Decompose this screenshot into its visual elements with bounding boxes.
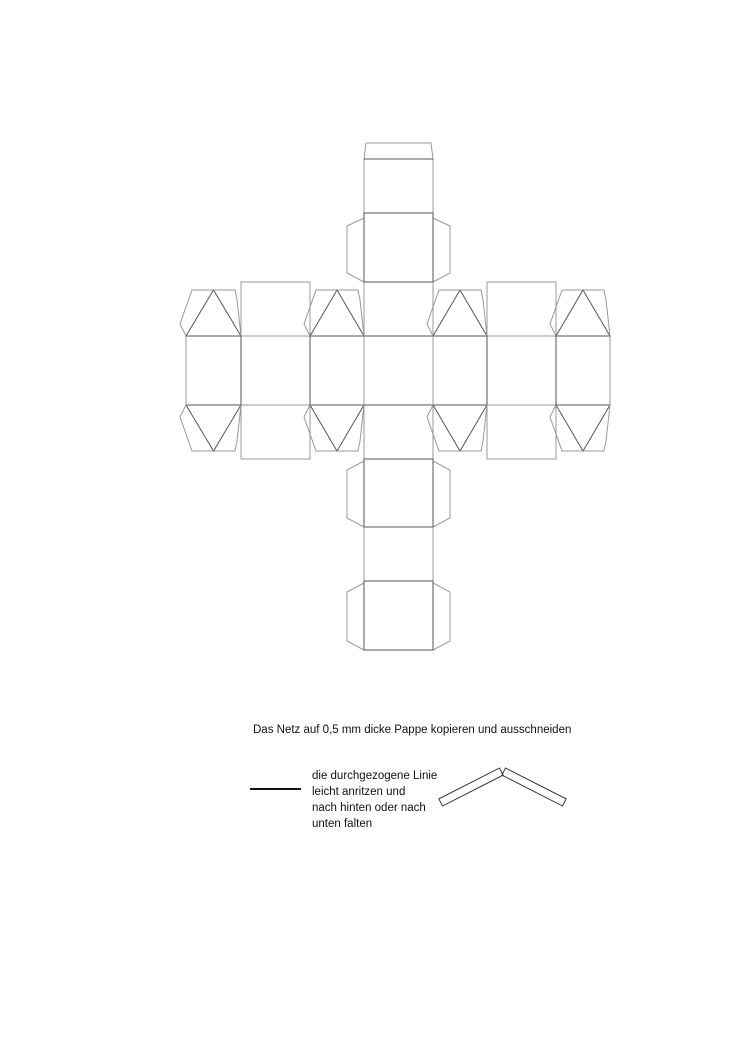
face-square	[364, 459, 433, 527]
triangle-glue-tab	[427, 290, 487, 336]
fold-panel-left	[439, 768, 503, 806]
side-face	[241, 336, 310, 405]
face-square	[241, 405, 310, 459]
triangle-fold-bottom	[556, 405, 610, 451]
face-square	[241, 282, 310, 336]
legend-line-2: leicht anritzen und	[312, 786, 406, 798]
side-glue-tab	[433, 461, 450, 527]
side-glue-tab	[433, 583, 450, 650]
triangle-fold-top	[186, 290, 241, 336]
triangle-fold-bottom	[433, 405, 487, 451]
legend-line-1: die durchgezogene Linie	[312, 770, 438, 782]
triangle-glue-tab	[304, 290, 364, 336]
face-square	[364, 282, 433, 336]
side-face	[556, 336, 610, 405]
face-square	[364, 213, 433, 282]
fold-panel-right	[502, 768, 566, 806]
triangle-glue-tab	[550, 290, 610, 336]
legend-line-3: nach hinten oder nach	[312, 802, 426, 814]
face-square	[487, 405, 556, 459]
face-square	[364, 581, 433, 650]
triangle-glue-tab	[550, 405, 610, 451]
center-face-square	[364, 336, 433, 405]
side-face	[310, 336, 364, 405]
top-face-square	[364, 159, 433, 213]
triangle-glue-tab	[180, 405, 241, 451]
side-glue-tab	[347, 461, 364, 527]
side-glue-tab	[347, 218, 364, 282]
triangle-glue-tab	[304, 405, 364, 451]
triangle-glue-tab	[180, 290, 241, 336]
face-square	[364, 405, 433, 459]
side-glue-tab	[433, 218, 450, 282]
triangle-fold-bottom	[186, 405, 241, 451]
triangle-glue-tab	[427, 405, 487, 451]
top-glue-tab	[364, 143, 433, 159]
side-face	[487, 336, 556, 405]
face-square	[364, 527, 433, 581]
face-square	[487, 282, 556, 336]
side-glue-tab	[347, 583, 364, 650]
side-face	[433, 336, 487, 405]
triangle-fold-bottom	[310, 405, 364, 451]
triangle-fold-top	[433, 290, 487, 336]
side-face	[186, 336, 241, 405]
triangle-fold-top	[556, 290, 610, 336]
legend-line-4: unten falten	[312, 818, 373, 830]
triangle-fold-top	[310, 290, 364, 336]
fold-illustration	[439, 768, 566, 806]
instruction-text: Das Netz auf 0,5 mm dicke Pappe kopieren und ausschneiden	[253, 724, 572, 736]
